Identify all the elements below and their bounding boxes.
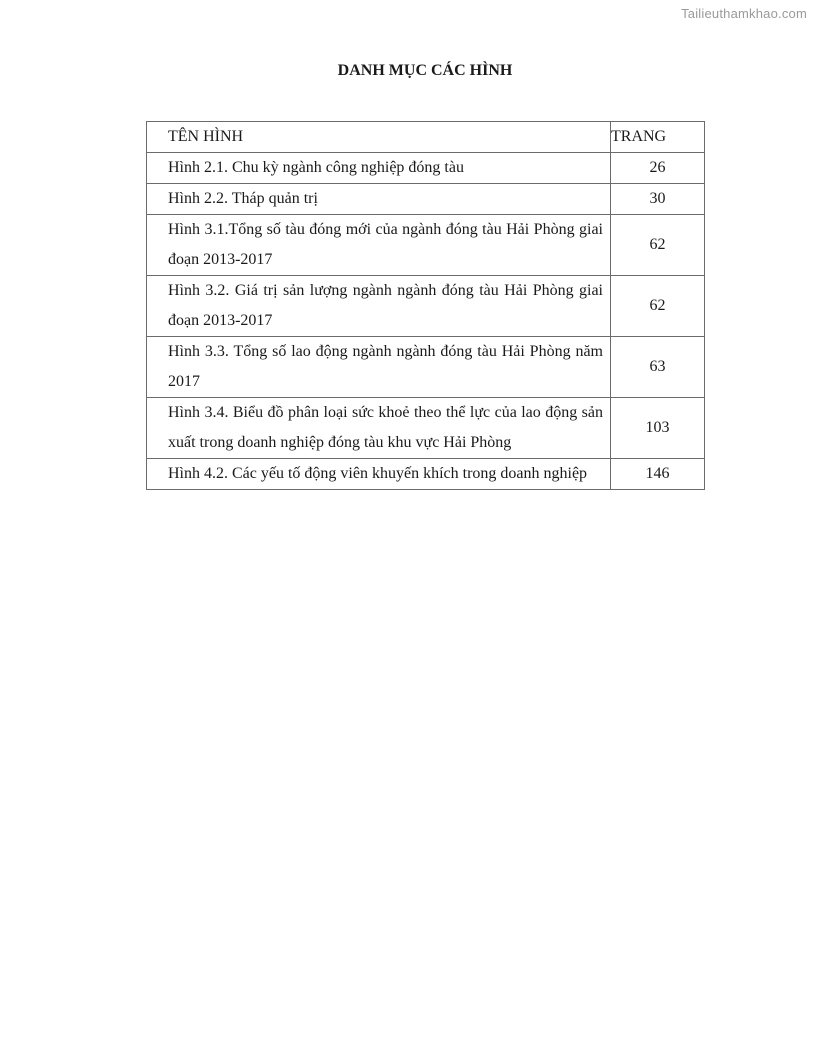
table-row [147,337,705,398]
table-row [147,184,705,215]
column-header-page: TRANG [611,122,705,153]
figure-page: 63 [611,337,705,398]
table-header-row [147,122,705,153]
watermark: Tailieuthamkhao.com [681,6,807,21]
table-row [147,398,705,459]
figure-name: Hình 2.1. Chu kỳ ngành công nghiệp đóng tàu [147,153,611,184]
figure-page: 30 [611,184,705,215]
figure-list-table [146,121,705,490]
figure-name: Hình 4.2. Các yếu tố động viên khuyến khích trong doanh nghiệp [147,459,611,490]
figure-page: 146 [611,459,705,490]
figure-page: 103 [611,398,705,459]
figure-page: 62 [611,215,705,276]
figure-name: Hình 3.1.Tổng số tàu đóng mới của ngành đóng tàu Hải Phòng giai đoạn 2013-2017 [147,215,611,276]
column-header-name: TÊN HÌNH [147,122,611,153]
figure-name: Hình 3.4. Biểu đồ phân loại sức khoẻ theo thể lực của lao động sản xuất trong doanh nghiệp đóng tàu khu vực Hải Phòng [147,398,611,459]
table-row [147,215,705,276]
table-row [147,276,705,337]
table-row [147,459,705,490]
page-title: DANH MỤC CÁC HÌNH [337,62,513,79]
figure-page: 62 [611,276,705,337]
figure-page: 26 [611,153,705,184]
figure-name: Hình 2.2. Tháp quản trị [147,184,611,215]
figure-name: Hình 3.2. Giá trị sản lượng ngành ngành đóng tàu Hải Phòng giai đoạn 2013-2017 [147,276,611,337]
figure-name: Hình 3.3. Tổng số lao động ngành ngành đóng tàu Hải Phòng năm 2017 [147,337,611,398]
table-row [147,153,705,184]
